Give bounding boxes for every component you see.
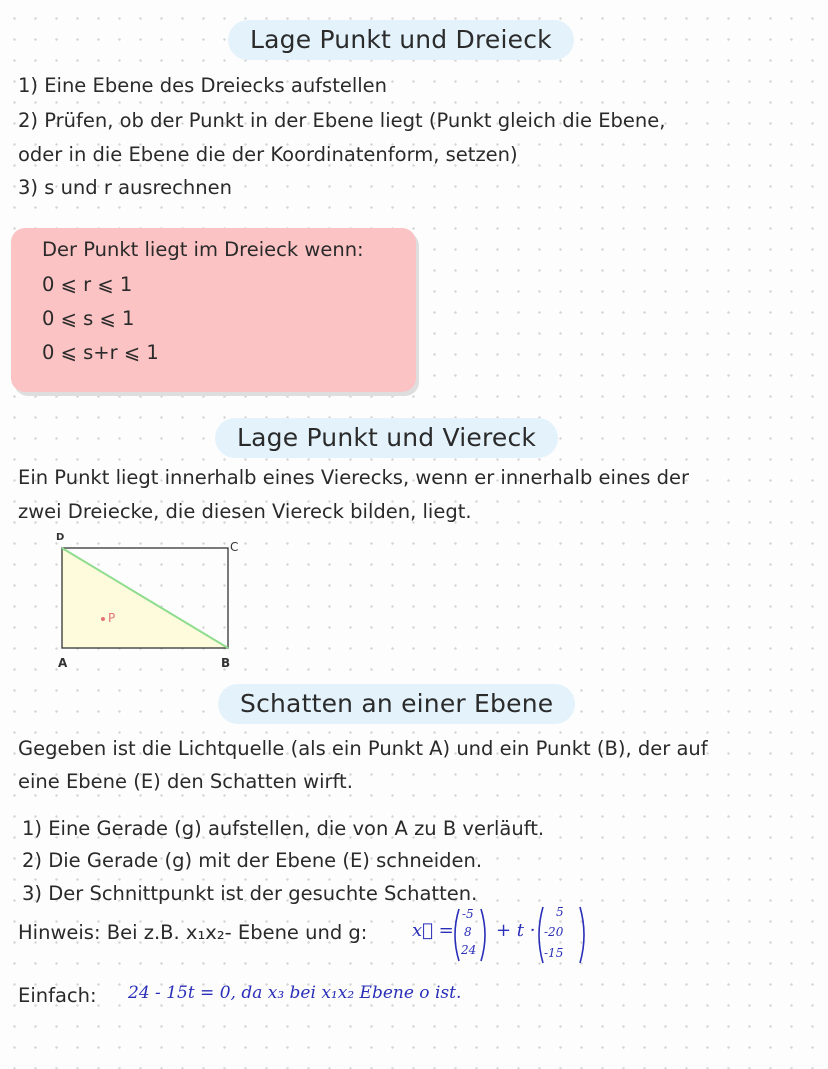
vector-2-x3: -15 [544, 946, 564, 960]
label-c: C [230, 540, 239, 554]
vector-1-x2: 8 [464, 925, 472, 939]
label-p: P [108, 611, 116, 625]
section1-title: Lage Punkt und Dreieck [228, 20, 574, 60]
section3-step-1: 1) Eine Gerade (g) aufstellen, die von A zu B verläuft. [22, 817, 545, 840]
section2-text-2: zwei Dreiecke, die diesen Viereck bilden, liegt. [18, 500, 472, 523]
equation-plus-t: + t · [496, 920, 536, 941]
section3-step-3: 3) Der Schnittpunkt ist der gesuchte Schatten. [22, 882, 478, 905]
section3-title: Schatten an einer Ebene [218, 684, 575, 724]
label-a: A [58, 656, 68, 670]
section2-text-1: Ein Punkt liegt innerhalb eines Vierecks, wenn er innerhalb eines der [18, 466, 690, 489]
simple-equation: 24 - 15t = 0, da x₃ bei x₁x₂ Ebene o ist. [128, 983, 462, 1003]
vector-1-x1: -5 [462, 907, 474, 921]
condition-r: 0 ⩽ r ⩽ 1 [42, 273, 133, 296]
section2-title: Lage Punkt und Viereck [215, 418, 558, 458]
section1-step-2-cont: oder in die Ebene die der Koordinatenform, setzen) [18, 143, 518, 166]
section1-step-3: 3) s und r ausrechnen [18, 176, 232, 199]
section3-intro-1: Gegeben ist die Lichtquelle (als ein Punkt A) und ein Punkt (B), der auf [18, 737, 708, 760]
condition-box-heading: Der Punkt liegt im Dreieck wenn: [42, 238, 364, 261]
label-d: D [56, 532, 65, 543]
label-b: B [221, 656, 231, 670]
simple-label: Einfach: [18, 984, 97, 1007]
section1-step-2: 2) Prüfen, ob der Punkt in der Ebene liegt (Punkt gleich die Ebene, [18, 109, 666, 132]
equation-lhs: x⃗ = [412, 920, 454, 941]
vector-2-x1: 5 [556, 905, 564, 919]
vector-1-x3: 24 [461, 943, 477, 957]
section1-step-1: 1) Eine Ebene des Dreiecks aufstellen [18, 74, 388, 97]
condition-s: 0 ⩽ s ⩽ 1 [42, 307, 135, 330]
condition-sr: 0 ⩽ s+r ⩽ 1 [42, 341, 159, 364]
section3-intro-2: eine Ebene (E) den Schatten wirft. [18, 770, 353, 793]
point-p-dot [101, 617, 105, 621]
section3-step-2: 2) Die Gerade (g) mit der Ebene (E) schneiden. [22, 849, 483, 872]
hint-label: Hinweis: Bei z.B. x₁x₂- Ebene und g: [18, 921, 368, 944]
vector-2-x2: -20 [544, 925, 564, 939]
